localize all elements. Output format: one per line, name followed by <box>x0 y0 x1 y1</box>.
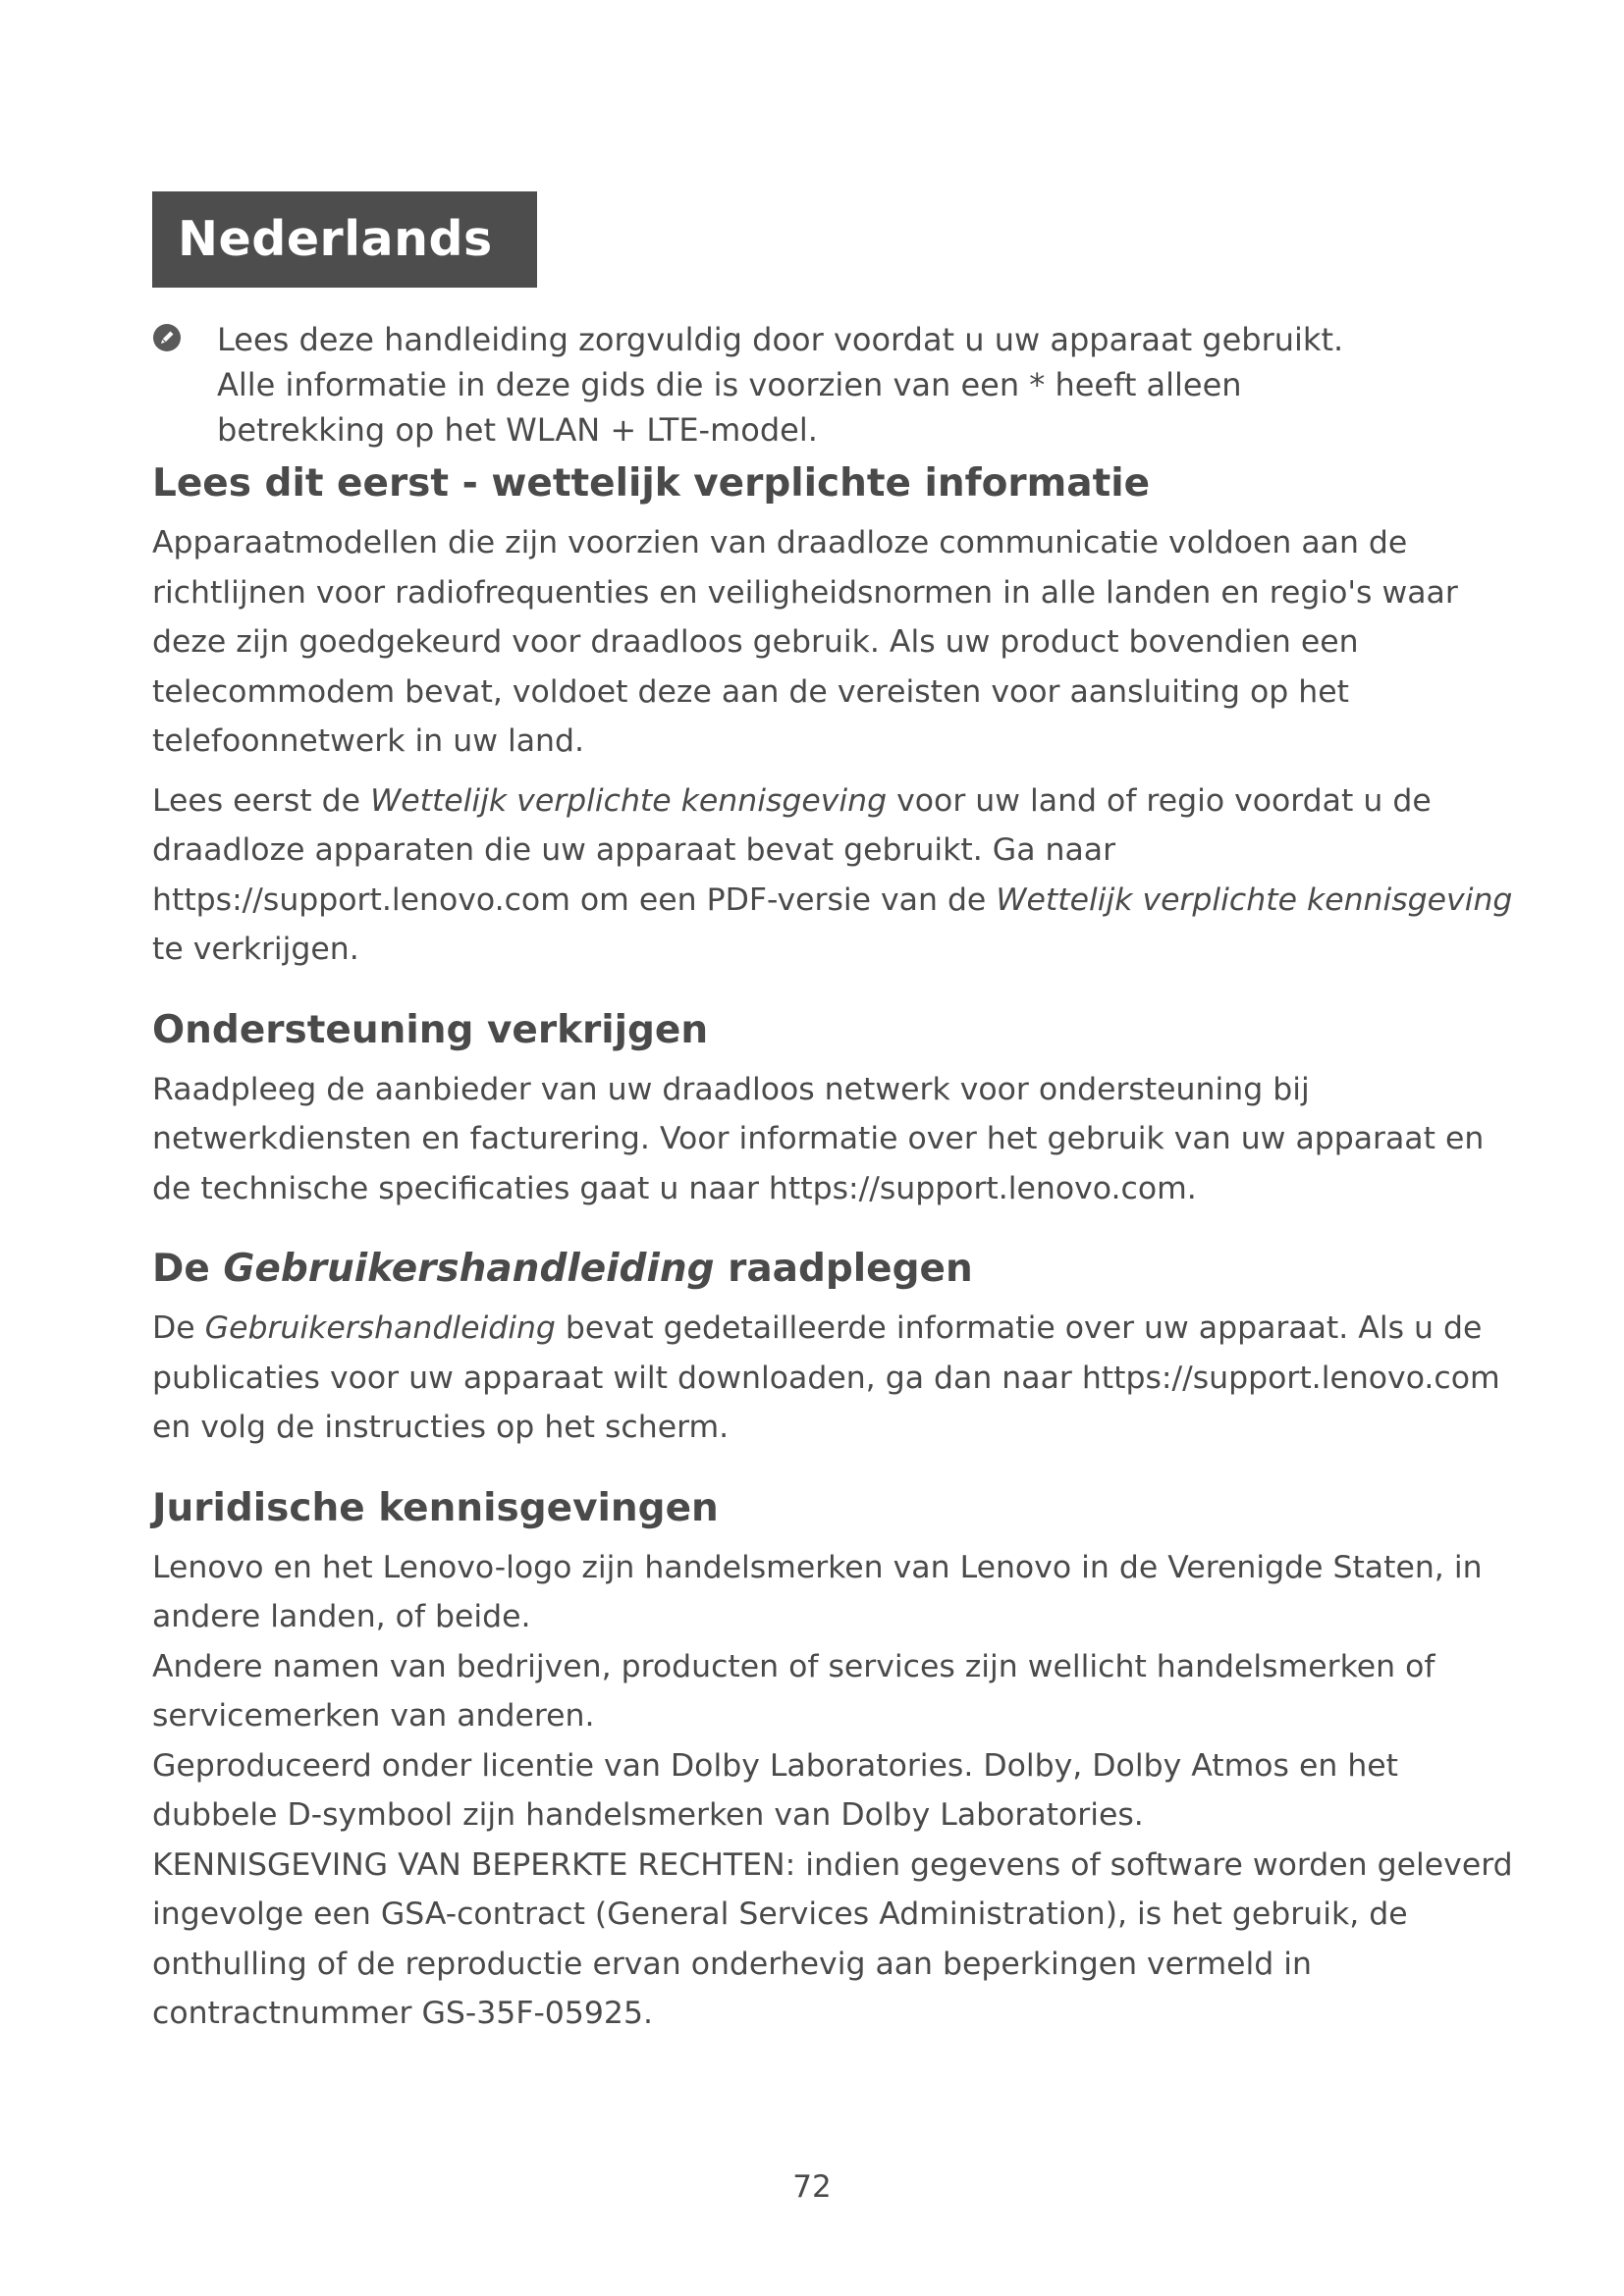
legal-paragraph-1: Lenovo en het Lenovo-logo zijn handelsmerken van Lenovo in de Verenigde Staten, in andere landen, of beide. <box>152 1549 1483 1634</box>
section-heading-legal: Juridische kennisgevingen <box>152 1485 719 1530</box>
legal-paragraph-4: KENNISGEVING VAN BEPERKTE RECHTEN: indien gegevens of software worden geleverd ingevolge een GSA-contract (General Services Administration), is het gebruik, de onthulling of de reproductie ervan onderhevig aan beperkingen vermeld in contractnummer GS-35F-05925. <box>152 1846 1513 2031</box>
regulatory-paragraph-2: Lees eerst de Wettelijk verplichte kennisgeving voor uw land of regio voordat u de draadloze apparaten die uw apparaat bevat gebruikt. Ga naar https://support.lenovo.com om een PDF-versie van de Wettelijk verplichte kennisgeving te verkrijgen. <box>152 782 1513 967</box>
pencil-note-icon <box>152 323 182 352</box>
note-text <box>217 317 1507 453</box>
section-heading-user-guide: De Gebruikershandleiding raadplegen <box>152 1247 973 1291</box>
language-tab: Nederlands <box>152 191 537 288</box>
note-line-3: betrekking op het WLAN + LTE-model. <box>217 411 818 449</box>
section-heading-regulatory: Lees dit eerst - wettelijk verplichte informatie <box>152 461 1151 506</box>
note-line-1: Lees deze handleiding zorgvuldig door voordat u uw apparaat gebruikt. <box>217 321 1344 358</box>
note-line-2: Alle informatie in deze gids die is voorzien van een * heeft alleen <box>217 366 1242 403</box>
legal-paragraph-2: Andere namen van bedrijven, producten of services zijn wellicht handelsmerken of servicemerken van anderen. <box>152 1648 1435 1734</box>
regulatory-paragraph-1: Apparaatmodellen die zijn voorzien van draadloze communicatie voldoen aan de richtlijnen voor radiofrequenties en veiligheidsnormen in alle landen en regio's waar deze zijn goedgekeurd voor draadloos gebruik. Als uw product bovendien een telecommodem bevat, voldoet deze aan de vereisten voor aansluiting op het telefoonnetwerk in uw land. <box>152 525 1458 759</box>
user-guide-paragraph: De Gebruikershandleiding bevat gedetailleerde informatie over uw apparaat. Als u de publicaties voor uw apparaat wilt downloaden, ga dan naar https://support.lenovo.com en volg de instructies op het scherm. <box>152 1310 1500 1445</box>
note-block <box>152 317 1507 453</box>
support-paragraph: Raadpleeg de aanbieder van uw draadloos netwerk voor ondersteuning bij netwerkdiensten en facturering. Voor informatie over het gebruik van uw apparaat en de technische specificaties gaat u naar https://support.lenovo.com. <box>152 1071 1485 1206</box>
section-heading-support: Ondersteuning verkrijgen <box>152 1007 709 1052</box>
main-content <box>152 450 1517 2039</box>
page-number: 72 <box>792 2169 832 2205</box>
legal-paragraph-3: Geproduceerd onder licentie van Dolby Laboratories. Dolby, Dolby Atmos en het dubbele D-symbool zijn handelsmerken van Dolby Laboratories. <box>152 1747 1399 1833</box>
